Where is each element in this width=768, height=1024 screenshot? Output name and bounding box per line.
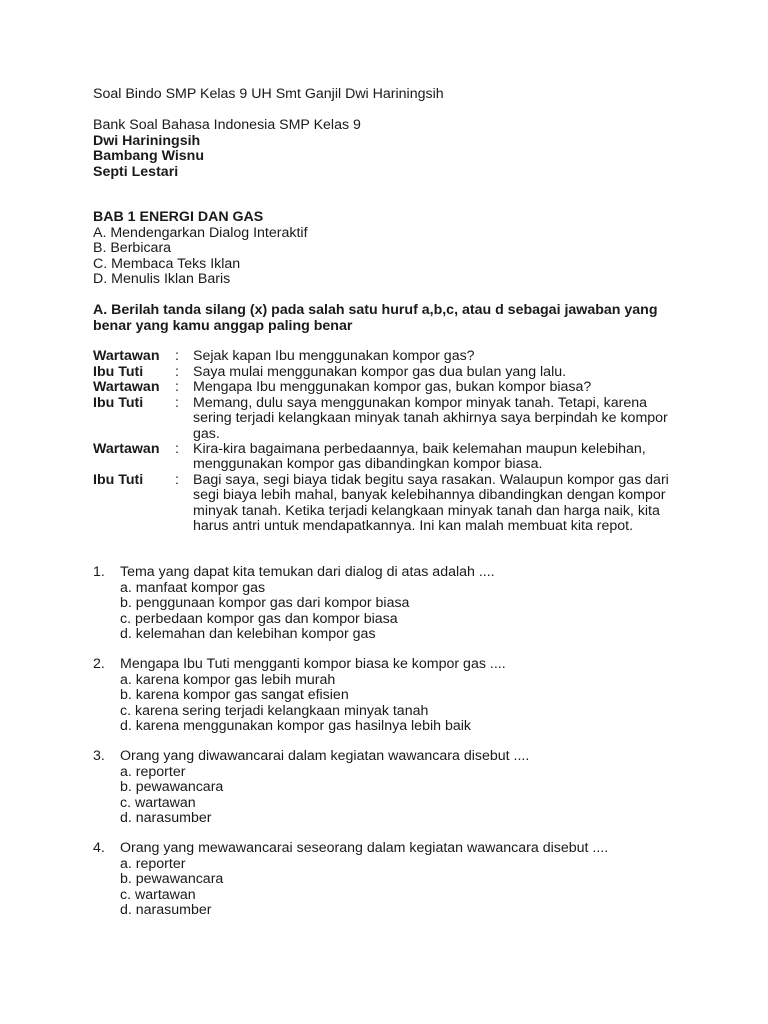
dialog-speaker: Ibu Tuti [93,394,144,411]
dialog-speaker: Ibu Tuti [93,471,144,488]
dialog-line: Bagi saya, segi biaya tidak begitu saya rasakan. Walaupun kompor gas dari [193,471,669,488]
dialog-colon: : [175,379,179,395]
question-number: 2. [93,656,105,672]
question-text: Orang yang diwawancarai dalam kegiatan wawancara disebut .... [120,748,530,764]
answer-option: c. wartawan [120,886,196,903]
dialog-line: menggunakan kompor gas dibandingkan kompor biasa. [193,456,543,472]
dialog-line: harus antri untuk mendapatkannya. Ini kan malah membuat kita repot. [193,518,634,534]
chapter-item: C. Membaca Teks Iklan [93,255,241,272]
answer-option: c. perbedaan kompor gas dan kompor biasa [120,610,398,627]
author-name: Septi Lestari [93,163,179,180]
dialog-colon: : [175,440,179,457]
answer-option: a. reporter [120,855,186,872]
instruction-line: benar yang kamu anggap paling benar [93,317,353,334]
dialog-colon: : [175,394,179,411]
dialog-line: Saya mulai menggunakan kompor gas dua bulan yang lalu. [193,363,567,380]
answer-option: c. wartawan [120,794,196,811]
author-name: Dwi Hariningsih [93,132,201,149]
answer-option: a. karena kompor gas lebih murah [120,671,336,688]
dialog-colon: : [175,363,179,380]
dialog-speaker: Wartawan [93,440,160,457]
question-number: 4. [93,840,105,856]
chapter-item: A. Mendengarkan Dialog Interaktif [93,224,308,241]
answer-option: d. karena menggunakan kompor gas hasilnya lebih baik [120,718,471,734]
dialog-line: Sejak kapan Ibu menggunakan kompor gas? [193,348,475,364]
dialog-speaker: Wartawan [93,379,160,395]
dialog-line: gas. [193,425,220,442]
author-name: Bambang Wisnu [93,148,205,164]
question-text: Tema yang dapat kita temukan dari dialog di atas adalah .... [120,564,495,580]
answer-option: d. narasumber [120,810,212,826]
dialog-line: minyak tanah. Ketika terjadi kelangkaan minyak tanah dan harga naik, kita [193,502,660,519]
dialog-line: segi biaya lebih mahal, banyak kelebihannya dibandingkan dengan kompor [193,487,666,503]
dialog-speaker: Ibu Tuti [93,363,144,380]
chapter-item: D. Menulis Iklan Baris [93,271,231,287]
question-text: Orang yang mewawancarai seseorang dalam kegiatan wawancara disebut .... [120,840,609,856]
dialog-speaker: Wartawan [93,348,160,364]
answer-option: d. kelemahan dan kelebihan kompor gas [120,626,376,642]
answer-option: b. pewawancara [120,779,224,795]
dialog-line: Memang, dulu saya menggunakan kompor minyak tanah. Tetapi, karena [193,394,648,411]
question-text: Mengapa Ibu Tuti mengganti kompor biasa ke kompor gas .... [120,656,506,672]
instruction-line: A. Berilah tanda silang (x) pada salah satu huruf a,b,c, atau d sebagai jawaban yang [93,302,658,318]
chapter-title: BAB 1 ENERGI DAN GAS [93,209,264,225]
answer-option: b. pewawancara [120,871,224,887]
dialog-line: sering terjadi kelangkaan minyak tanah akhirnya saya berpindah ke kompor [193,410,668,426]
dialog-line: Kira-kira bagaimana perbedaannya, baik kelemahan maupun kelebihan, [193,440,646,457]
answer-option: b. karena kompor gas sangat efisien [120,687,349,703]
document-title: Soal Bindo SMP Kelas 9 UH Smt Ganjil Dwi Hariningsih [93,86,444,102]
question-number: 3. [93,748,105,764]
question-number: 1. [93,564,105,580]
answer-option: b. penggunaan kompor gas dari kompor biasa [120,595,410,611]
answer-option: d. narasumber [120,902,212,918]
answer-option: a. reporter [120,763,186,780]
dialog-line: Mengapa Ibu menggunakan kompor gas, bukan kompor biasa? [193,379,592,395]
dialog-colon: : [175,471,179,488]
answer-option: c. karena sering terjadi kelangkaan minyak tanah [120,702,429,719]
chapter-item: B. Berbicara [93,240,172,256]
answer-option: a. manfaat kompor gas [120,579,266,596]
bank-soal-line: Bank Soal Bahasa Indonesia SMP Kelas 9 [93,117,361,133]
dialog-colon: : [175,348,179,364]
